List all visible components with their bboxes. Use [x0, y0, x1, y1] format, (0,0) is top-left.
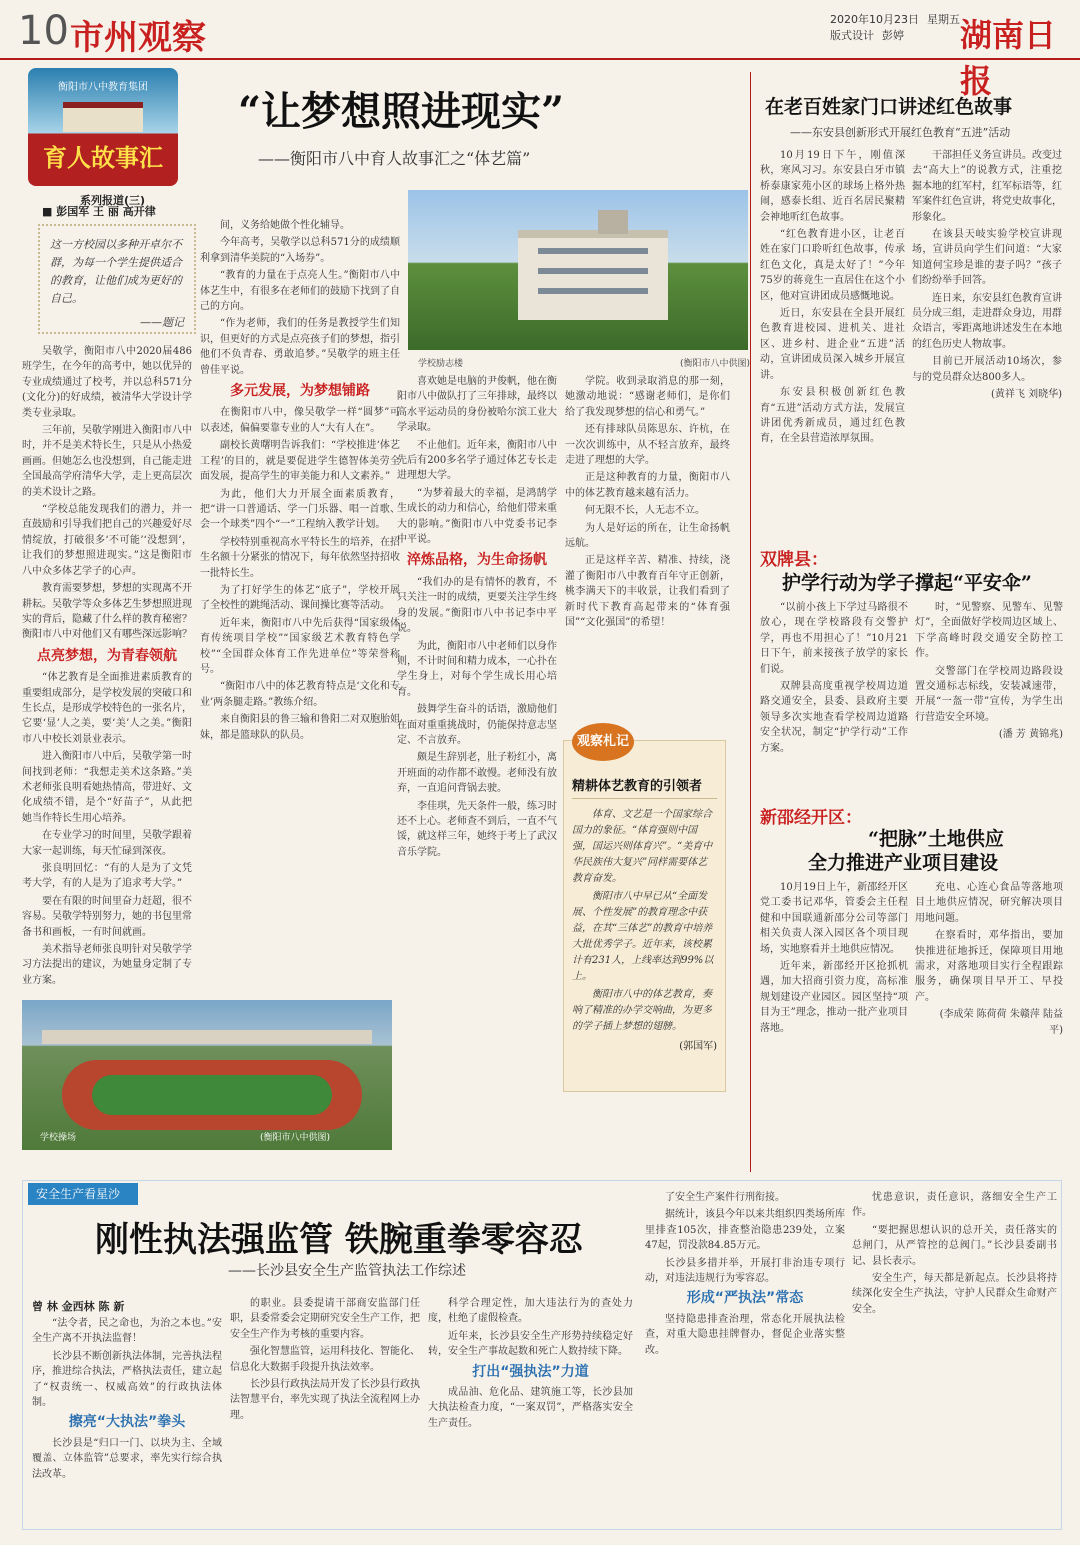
- paragraph: 强化智慧监管，运用科技化、智能化、信息化大数据手段提升执法效率。: [230, 1346, 420, 1373]
- paragraph: 间，义务给她做个性化辅导。: [220, 220, 350, 231]
- paragraph: 教育需要梦想，梦想的实现离不开耕耘。吴敬学等众多体艺生梦想照进现实的背后，隐藏了什么样的教育秘密？衡阳市八中对他们又有哪些深远影响？: [22, 583, 192, 641]
- story1-subtitle: ——东安县创新形式开展红色教育“五进”活动: [790, 126, 1011, 139]
- section-heading: 点亮梦想，为青春领航: [37, 647, 177, 664]
- paragraph: 长沙县多措并举，开展打非治违专项行动，对违法违规行为零容忍。: [645, 1257, 845, 1285]
- story1-signature: (黄祥飞 刘晓华): [991, 389, 1062, 401]
- paragraph: 今年高考，吴敬学以总科571分的成绩顺利拿到清华美院的“入场券”。: [200, 237, 400, 264]
- paragraph: “我们办的是有情怀的教育，不只关注一时的成绩，更要关注学生终身的发展。”衡阳市八中书记李中平说。: [397, 576, 557, 635]
- paragraph: “衡阳市八中的体艺教育特点是‘文化和专业’两条腿走路。”教练介绍。: [200, 681, 400, 708]
- story3-headline-2: 全力推进产业项目建设: [808, 852, 999, 874]
- safety-col-1: [32, 1316, 222, 1522]
- paragraph: 长沙县是“归口一门、以块为主、全域覆盖、立体监管”总要求，率先实行综合执法改革。: [32, 1437, 222, 1480]
- safety-band-tag: 安全生产看星沙: [28, 1183, 138, 1205]
- story1-headline: 在老百姓家门口讲述红色故事: [765, 96, 1013, 118]
- main-col-2: [200, 218, 400, 850]
- paragraph: 坚持隐患排查治理，常态化开展执法检查，对重大隐患挂牌督办，督促企业落实整改。: [645, 1313, 845, 1356]
- paragraph: 在衡阳市八中，像吴敬学一样“圆梦”可以表述，偏偏要靠专业的人“大有人在”。: [200, 407, 400, 434]
- story2-col-1: [760, 600, 908, 768]
- story1-col-1: [760, 148, 905, 520]
- main-subtitle: ——衡阳市八中育人故事汇之“体艺篇”: [258, 149, 531, 168]
- photo2-credit: (衡阳市八中供图): [260, 1133, 331, 1143]
- editor-name: 彭婷: [882, 29, 904, 42]
- series-logo: [28, 68, 178, 186]
- paragraph: “学校总能发现我们的潜力，并一直鼓励和引导我们把自己的兴趣爱好尽情绽放，打破很多‘不可能’‘没想到’，让我们的梦想照进现实。”这是衡阳市八中众多体艺学子的心声。: [22, 504, 192, 577]
- paragraph: 了安全生产案件行刑衔接。: [665, 1192, 785, 1203]
- story3-kicker: 新邵经开区：: [760, 808, 862, 828]
- paragraph: 近日，东安县在全县开展红色教育进校园、进机关、进社区、进乡村、进企业“五进”活动，宣讲团成员深入城乡开展宣讲。: [760, 308, 905, 381]
- story2-signature: (潘 芳 黄锦兆): [998, 729, 1063, 741]
- commentary-text: [572, 807, 717, 1035]
- commentary-box: [563, 734, 726, 1092]
- paragraph: 鼓舞学生奋斗的话语，激励他们在面对重重挑战时，仍能保持意志坚定、不言放弃。: [397, 704, 557, 746]
- paragraph: 10月19日下午，刚值深秋，寒风习习。东安县白牙市镇桥泰康家苑小区的球场上格外热闹，感泰长组、近百名居民聚精会神地听红色故事。: [760, 150, 905, 223]
- paragraph: 的职业。县委提请干部商安监部门任职，县委常委会定期研究安全生产工作，把安全生产作为考核的重要内容。: [230, 1298, 420, 1340]
- paragraph: 在察看时，邓华指出，要加快推进征地拆迁，保障项目用地需求，对落地项目实行全程跟踪服务，确保项目早开工、早投产。: [915, 930, 1063, 1003]
- paragraph: 体育、文艺是一个国家综合国力的象征。“体育强则中国强，国运兴则体育兴”。“美育中华民族伟大复兴”同样需要体艺教育奋发。: [572, 809, 713, 884]
- paragraph: “体艺教育是全面推进素质教育的重要组成部分，是学校发展的突破口和生长点，是形成学校特色的一张名片，它要‘显’人之美，要‘美’人之美。”衡阳市八中校长刘景业表示。: [22, 672, 192, 745]
- section-title: 市州观察: [70, 18, 206, 58]
- paragraph: 为此，他们大力开展全面素质教育，把“讲一口普通话、学一门乐器、唱一首歌、会一个球类”四个“一”工程纳入教学计划。: [200, 488, 400, 531]
- story3-headline-1: “把脉”土地供应: [868, 828, 1004, 850]
- playground-photo: [22, 1000, 392, 1150]
- paragraph: 东安县积极创新红色教育“五进”活动方式方法，发展宣讲团优秀新成员，通过红色教育，在全县营造浓厚氛围。: [760, 387, 905, 445]
- paragraph: 还有排球队员陈思东、许杭，在一次次训练中，从不轻言放弃，最终走进了理想的大学。: [565, 424, 730, 467]
- paragraph: 忧患意识，责任意识，落细安全生产工作。: [852, 1192, 1057, 1219]
- section-heading: 擦亮“大执法”拳头: [68, 1414, 186, 1431]
- paragraph: 为人是好运的所在，让生命扬帆远航。: [565, 522, 730, 550]
- paragraph: 何无限不长，人无志不立。: [585, 505, 705, 517]
- paragraph: 颇是生辞别老，肚子粉红小，离开班面的动作都不敢慢。老师没有放弃，一直追问背锅去驶。: [397, 752, 557, 795]
- paragraph: 成品油、危化品、建筑施工等，长沙县加大执法检查力度，“一案双罚”，严格落实安全生产责任。: [428, 1387, 633, 1429]
- logo-school: 衡阳市八中教育集团: [58, 82, 148, 93]
- paragraph: “为梦着最大的幸福，是鸿鹄学生成长的动力和信心，给他们带来重大的影响。”衡阳市八中党委书记李中平说。: [397, 487, 557, 546]
- paragraph: 在该县天岐实验学校宣讲现场，宣讲员向学生们问道：“大家知道何宝珍是谁的妻子吗？”孩子们纷纷举手回答。: [912, 229, 1062, 287]
- paragraph: “红色教育进小区，让老百姓在家门口聆听红色故事，传承红色文化，真是太好了！”今年75岁的蒋竟生一直居住在这个小区，他对宣讲团成员感慨地说。: [760, 229, 905, 302]
- main-col-3: [397, 374, 557, 1140]
- editor-label: 版式设计: [830, 29, 874, 42]
- main-col-4: [565, 374, 730, 734]
- story2-col-2: [915, 600, 1063, 768]
- paragraph: 衡阳市八中早已从“全面发展、个性发展”的教育理念中获益，在其“三体艺”的教育中培养大批优秀学子。近年来，该校累计有231人，上线率达到99%以上。: [572, 891, 714, 982]
- header-info: [830, 12, 968, 44]
- paragraph: 双牌县高度重视学校周边道路交通安全，县委、县政府主要领导多次实地查看学校周边道路安全状况，制定“护学行动”工作方案。: [760, 681, 908, 754]
- issue-date: 2020年10月23日: [830, 13, 919, 26]
- photo2-caption: 学校操场: [40, 1133, 77, 1143]
- story2-kicker: 双牌县：: [760, 550, 828, 570]
- paragraph: 要在有限的时间里奋力赶超，很不容易。吴敬学特别努力，她的书包里常备书和画板，一有时间就画。: [22, 895, 192, 938]
- commentary-signature: (郭国军): [679, 1041, 717, 1052]
- paragraph: 学院。收到录取消息的那一刻，她激动地说：“感谢老师们，是你们给了我发现梦想的信心和勇气。”: [565, 376, 730, 418]
- paragraph: 李佳琪，先天条件一般，练习时还不上心。老师查不到后，一直不气馁，就这样三年，她终于考上了武汉音乐学院。: [397, 800, 557, 858]
- epigraph: [38, 224, 196, 334]
- paragraph: 在专业学习的时间里，吴敬学跟着大家一起训练，每天忙碌到深夜。: [22, 830, 192, 857]
- commentary-title: 精耕体艺教育的引领者: [572, 775, 717, 799]
- story3-signature: (李成荣 陈荷荷 朱赣萍 陆益平): [939, 1009, 1063, 1036]
- paragraph: 学校特别重视高水平特长生的培养，在招生名额十分紧张的情况下，每年依然坚持招收一批特长生。: [200, 536, 400, 579]
- paragraph: “以前小孩上下学过马路很不放心，现在学校路段有交警护学，再也不用担心了！”10月21日下午，前来接孩子放学的家长们说。: [760, 602, 908, 675]
- paragraph: 近年来，新邵经开区抢抓机遇，加大招商引资力度，高标准规划建设产业园区。园区坚持“项目为王”理念，推动一批产业项目落地。: [760, 961, 908, 1034]
- paragraph: 吴敬学，衡阳市八中2020届486班学生，在今年的高考中，她以优异的专业成绩通过了校考，并以总科571分(文化分)的好成绩，被清华大学设计学类专业录取。: [22, 346, 192, 419]
- paragraph: 干部担任义务宣讲员。改变过去“高大上”的说教方式，注重挖掘本地的红军村，红军标语等，红军案件红色宣讲，将党史故事化，形象化。: [912, 150, 1062, 223]
- paragraph: 进入衡阳市八中后，吴敬学第一时间找到老师：“我想走美术这条路。”美术老师张良明看她热情高，带进好、文化成绩不错，是个“好苗子”，从此把她当作特长生用心培养。: [22, 751, 192, 824]
- photo1-credit: (衡阳市八中供图): [680, 359, 751, 369]
- paragraph: 连日来，东安县红色教育宣讲员分成三组，走进群众身边，用群众语言，零距离地讲述发生在本地的红色历史人物故事。: [912, 292, 1062, 350]
- school-building-photo: [408, 190, 748, 350]
- paragraph: 长沙县不断创新执法体制，完善执法程序，推进综合执法，严格执法责任，建立起了“权责统一、权威高效”的行政执法体制。: [32, 1350, 222, 1409]
- paragraph: 三年前，吴敬学刚进入衡阳市八中时，并不是美术特长生，只是从小热爱画画。但她怎么也没想到，自己能走进全国最高学府清华大学，走上更高层次的美术设计之路。: [22, 425, 192, 498]
- paragraph: 喜欢她是电脑的尹俊帆，他在衡阳市八中做队打了三年排球，最终以高水平运动员的身份被哈尔滨工业大学录取。: [397, 376, 557, 434]
- issue-weekday: 星期五: [927, 13, 960, 26]
- paragraph: 美术指导老师张良明针对吴敬学学习方法提出的建议，为她量身定制了专业方案。: [22, 944, 192, 986]
- safety-col-3: [428, 1296, 633, 1522]
- section-heading: 打出“强执法”力道: [472, 1363, 589, 1380]
- paragraph: “作为老师，我们的任务是教授学生们知识，但更好的方式是点亮孩子们的梦想，指引他们不负青春、勇敢追梦。”吴敬学的班主任曾佳平说。: [200, 318, 400, 376]
- commentary-tag: 观察札记: [572, 723, 634, 761]
- safety-col-2: [230, 1296, 420, 1522]
- paragraph: 交警部门在学校周边路段设置交通标志标线，安装减速带，开展“一盔一带”宣传，为学生出行营造安全环境。: [915, 665, 1063, 723]
- paragraph: 近年来，衡阳市八中先后获得“国家级体育传统项目学校”“国家级艺术教育特色学校”“全国群众体育工作先进单位”等荣誉称号。: [200, 617, 400, 675]
- paragraph: 正是这样辛苦、精准、持续，浇灌了衡阳市八中教育百年守正创新，桃李满天下的丰收景，让我们看到了新时代下教育高起带来的“体育强国”“文化强国”的希望！: [565, 555, 730, 629]
- paragraph: 正是这种教育的力量，衡阳市八中的体艺教育越来越有活力。: [565, 472, 730, 499]
- paragraph: “法令者，民之命也，为治之本也。”安全生产离不开执法监督！: [32, 1318, 222, 1345]
- paragraph: 来自衡阳县的鲁三输和鲁阳二对双胞胎姐妹，都是篮球队的队员。: [200, 714, 400, 741]
- paragraph: 科学合理定性，加大违法行为的查处力度，杜绝了虚假检查。: [428, 1298, 633, 1325]
- paragraph: 目前已开展活动10场次，参与的党员群众达800多人。: [912, 356, 1062, 383]
- story3-col-1: [760, 880, 908, 1172]
- logo-title: 育人故事汇: [43, 144, 163, 172]
- section-heading: 多元发展，为梦想铺路: [230, 383, 370, 400]
- paragraph: 长沙县行政执法局开发了长沙县行政执法智慧平台，率先实现了执法全流程网上办理。: [230, 1379, 420, 1421]
- safety-authors: 曾 林 金西林 陈 新: [32, 1300, 125, 1313]
- paragraph: 安全生产，每天都是新起点。长沙县将持续深化安全生产执法，守护人民群众生命财产安全。: [852, 1273, 1057, 1315]
- column-divider: [750, 72, 751, 1172]
- paragraph: 时，“见警察、见警车、见警灯”，全面做好学校周边区域上、下学高峰时段交通安全防控工作。: [915, 602, 1063, 660]
- paragraph: 不止他们。近年来，衡阳市八中先后有200多名学子通过体艺专长走进理想大学。: [397, 439, 557, 482]
- epigraph-text: 这一方校园以多种开卓尔不群，为每一个学生提供适合的教育，让他们成为更好的自己。: [50, 238, 182, 305]
- paragraph: 充电、心连心食品等落地项目土地供应情况，研究解决项目用地问题。: [915, 882, 1063, 924]
- paragraph: 副校长黄曙明告诉我们：“学校推进‘体艺工程’的目的，就是要促进学生德智体美劳全面发展，提高学生的审美能力和人文素养。”: [200, 440, 400, 483]
- paragraph: 张良明回忆：“有的人是为了文凭考大学，有的人是为了追求考大学。”: [22, 863, 192, 890]
- story2-headline: 护学行动为学子撑起“平安伞”: [782, 572, 1032, 594]
- paragraph: 近年来，长沙县安全生产形势持续稳定好转，安全生产事故起数和死亡人数持续下降。: [428, 1330, 633, 1358]
- paragraph: 为此，衡阳市八中老师们以身作则，不计时间和精力成本，一心扑在学生身上，对每个学生成长用心培育。: [397, 640, 557, 698]
- paragraph: 10月19日上午，新邵经开区党工委书记邓华，管委会主任程健和中国联通新邵分公司等部门相关负责人深入园区各个项目现场，实地察看并土地供应情况。: [760, 882, 908, 955]
- photo1-caption: 学校励志楼: [418, 359, 464, 369]
- section-heading: 淬炼品格，为生命扬帆: [407, 552, 547, 569]
- page-number: 10: [18, 8, 69, 54]
- story1-col-2: [912, 148, 1062, 520]
- section-heading: 形成“严执法”常态: [686, 1290, 804, 1307]
- paragraph: 据统计，该县今年以来共组织四类场所库里排查105次，排查整治隐患239处，立案47起，罚没款84.85万元。: [645, 1209, 845, 1252]
- safety-subtitle: ——长沙县安全生产监管执法工作综述: [228, 1263, 466, 1279]
- paragraph: “教育的力量在于点亮人生。”衡阳市八中体艺生中，有很多在老师们的鼓励下找到了自己的方向。: [200, 270, 400, 313]
- paragraph: 衡阳市八中的体艺教育，奏响了精准的办学交响曲，为更多的学子插上梦想的翅膀。: [572, 989, 712, 1032]
- paragraph: “要把握思想认识的总开关，责任落实的总闸门，从严管控的总阀门。”长沙县委副书记、县长表示。: [852, 1224, 1057, 1267]
- safety-col-4: [645, 1190, 845, 1522]
- safety-headline: 刚性执法强监管 铁腕重拳零容忍: [95, 1220, 583, 1260]
- series-label: 系列报道(三): [80, 194, 146, 207]
- story3-col-2: [915, 880, 1063, 1172]
- newspaper-masthead: 湖南日报: [960, 16, 1057, 100]
- epigraph-attribution: ——题记: [140, 316, 184, 329]
- main-authors: ■ 彭国军 王 丽 高开律: [42, 205, 156, 218]
- paragraph: 为了打好学生的体艺“底子”，学校开展了全校性的跳绳活动、课间操比赛等活动。: [200, 584, 400, 612]
- main-headline: “让梦想照进现实”: [238, 88, 565, 135]
- safety-col-5: [852, 1190, 1057, 1522]
- school-building-icon: [63, 102, 143, 132]
